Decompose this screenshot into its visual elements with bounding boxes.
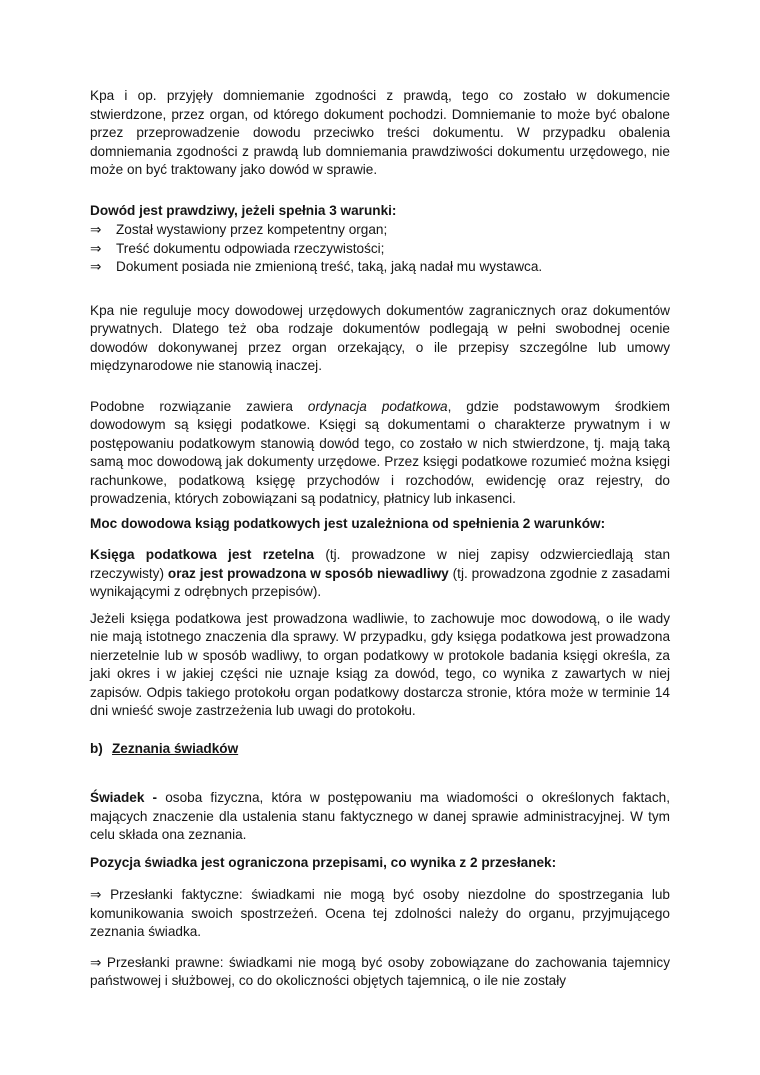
double-arrow-icon: ⇒ bbox=[90, 240, 102, 257]
paragraph bbox=[90, 546, 670, 602]
text-run: ⇒ Przesłanki faktyczne: świadkami nie mogą być osoby niezdolne do spostrzegania lub komunikowania swoich spostrzeżeń. Ocena tej zdolności należy do organu, przyjmującego zeznania świadka. bbox=[90, 887, 670, 939]
text-run: Zeznania świadków bbox=[112, 740, 239, 756]
bullet-item bbox=[90, 258, 670, 277]
paragraph bbox=[90, 954, 670, 991]
text-run: Jeżeli księga podatkowa jest prowadzona wadliwie, to zachowuje moc dowodową, o ile wady nie mają istotnego znaczenia dla sprawy. W przypadku, gdy księga podatkowa jest prowadzona nierzetelnie lub w sposób wadliwy, to organ podatkowy w protokole badania księgi określa, za jaki okres i w jakiej części nie uznaje ksiąg za dowód, tego, co wynika z zawartych w niej zapisów. Odpis takiego protokołu organ podatkowy dostarcza stronie, która może w terminie 14 dni wnieść swoje zastrzeżenia lub uwagi do protokołu. bbox=[90, 610, 670, 718]
text-run: ⇒ Przesłanki prawne: świadkami nie mogą być osoby zobowiązane do zachowania tajemnicy państwowej i służbowej, co do okoliczności objętych tajemnicą, o ile nie zostały bbox=[90, 954, 670, 988]
section-heading bbox=[90, 515, 670, 534]
text-run: Dowód jest prawdziwy, jeżeli spełnia 3 warunki: bbox=[90, 202, 397, 218]
paragraph bbox=[90, 302, 670, 376]
text-run: Księga podatkowa jest rzetelna bbox=[90, 547, 326, 562]
bullet-item bbox=[90, 221, 670, 240]
text-run: (tj. prowadzona zgodnie z zasadami wynikającymi z odrębnych przepisów). bbox=[90, 565, 670, 599]
text-run: osoba fizyczna, która w postępowaniu ma wiadomości o określonych faktach, mających znaczenie dla ustalenia stanu faktycznego w danej sprawie administracyjnej. W tym celu składa ona zeznania. bbox=[90, 790, 670, 842]
bullet-list bbox=[90, 221, 670, 277]
section-heading bbox=[90, 854, 670, 873]
paragraph bbox=[90, 789, 670, 845]
bullet-text: Treść dokumentu odpowiada rzeczywistości; bbox=[116, 240, 385, 256]
double-arrow-icon: ⇒ bbox=[90, 222, 102, 238]
section-letter-label: b) bbox=[90, 740, 103, 756]
bullet-text: Dokument posiada nie zmienioną treść, taką, jaką nadał mu wystawca. bbox=[116, 259, 543, 274]
text-run: Moc dowodowa ksiąg podatkowych jest uzależniona od spełnienia 2 warunków: bbox=[90, 515, 606, 531]
section-heading bbox=[90, 740, 670, 759]
text-run: ordynacja podatkowa bbox=[307, 398, 448, 414]
text-run: oraz jest prowadzona w sposób niewadliwy bbox=[167, 565, 453, 581]
paragraph bbox=[90, 610, 670, 721]
paragraph bbox=[90, 886, 670, 942]
double-arrow-icon: ⇒ bbox=[90, 259, 102, 275]
text-run: Kpa nie reguluje mocy dowodowej urzędowych dokumentów zagranicznych oraz dokumentów prywatnych. Dlatego też oba rodzaje dokumentów podlegają w pełni swobodnej ocenie dowodów dokonywanej przez organ orzekający, o ile przepisy szczególne lub umowy międzynarodowe nie stanowią inaczej. bbox=[90, 302, 670, 373]
text-run: , gdzie podstawowym środkiem dowodowym są księgi podatkowe. Księgi są dokumentami o charakterze prywatnym i w postępowaniu podatkowym stanowią dowód tego, co zostało w nich stwierdzone, tj. mają taką samą moc dowodową jak dokumenty urzędowe. Przez księgi podatkowe rozumieć można księgi rachunkowe, podatkową księgę przychodów i rozchodów, ewidencję oraz rejestry, do prowadzenia, których zobowiązani są podatnicy, płatnicy lub inkasenci. bbox=[90, 398, 670, 506]
paragraph bbox=[90, 398, 670, 509]
text-run: Świadek - bbox=[90, 790, 166, 805]
text-run: Kpa i op. przyjęły domniemanie zgodności z prawdą, tego co zostało w dokumencie stwierdzone, przez organ, od którego dokument pochodzi. Domniemanie to może być obalone przez przeprowadzenie dowodu przeciwko treści dokumentu. W przypadku obalenia domniemania zgodności z prawdą lub domniemania prawdziwości dokumentu urzędowego, nie może on być traktowany jako dowód w sprawie. bbox=[90, 88, 670, 177]
text-run: Podobne rozwiązanie zawiera bbox=[90, 398, 308, 414]
bullet-text: Został wystawiony przez kompetentny organ; bbox=[116, 222, 388, 237]
section-heading bbox=[90, 202, 670, 221]
paragraph bbox=[90, 87, 670, 180]
text-run: Pozycja świadka jest ograniczona przepisami, co wynika z 2 przesłanek: bbox=[90, 854, 557, 870]
text-run: (tj. prowadzone w niej zapisy odzwierciedlają stan rzeczywisty) bbox=[90, 547, 671, 581]
bullet-item bbox=[90, 240, 670, 259]
